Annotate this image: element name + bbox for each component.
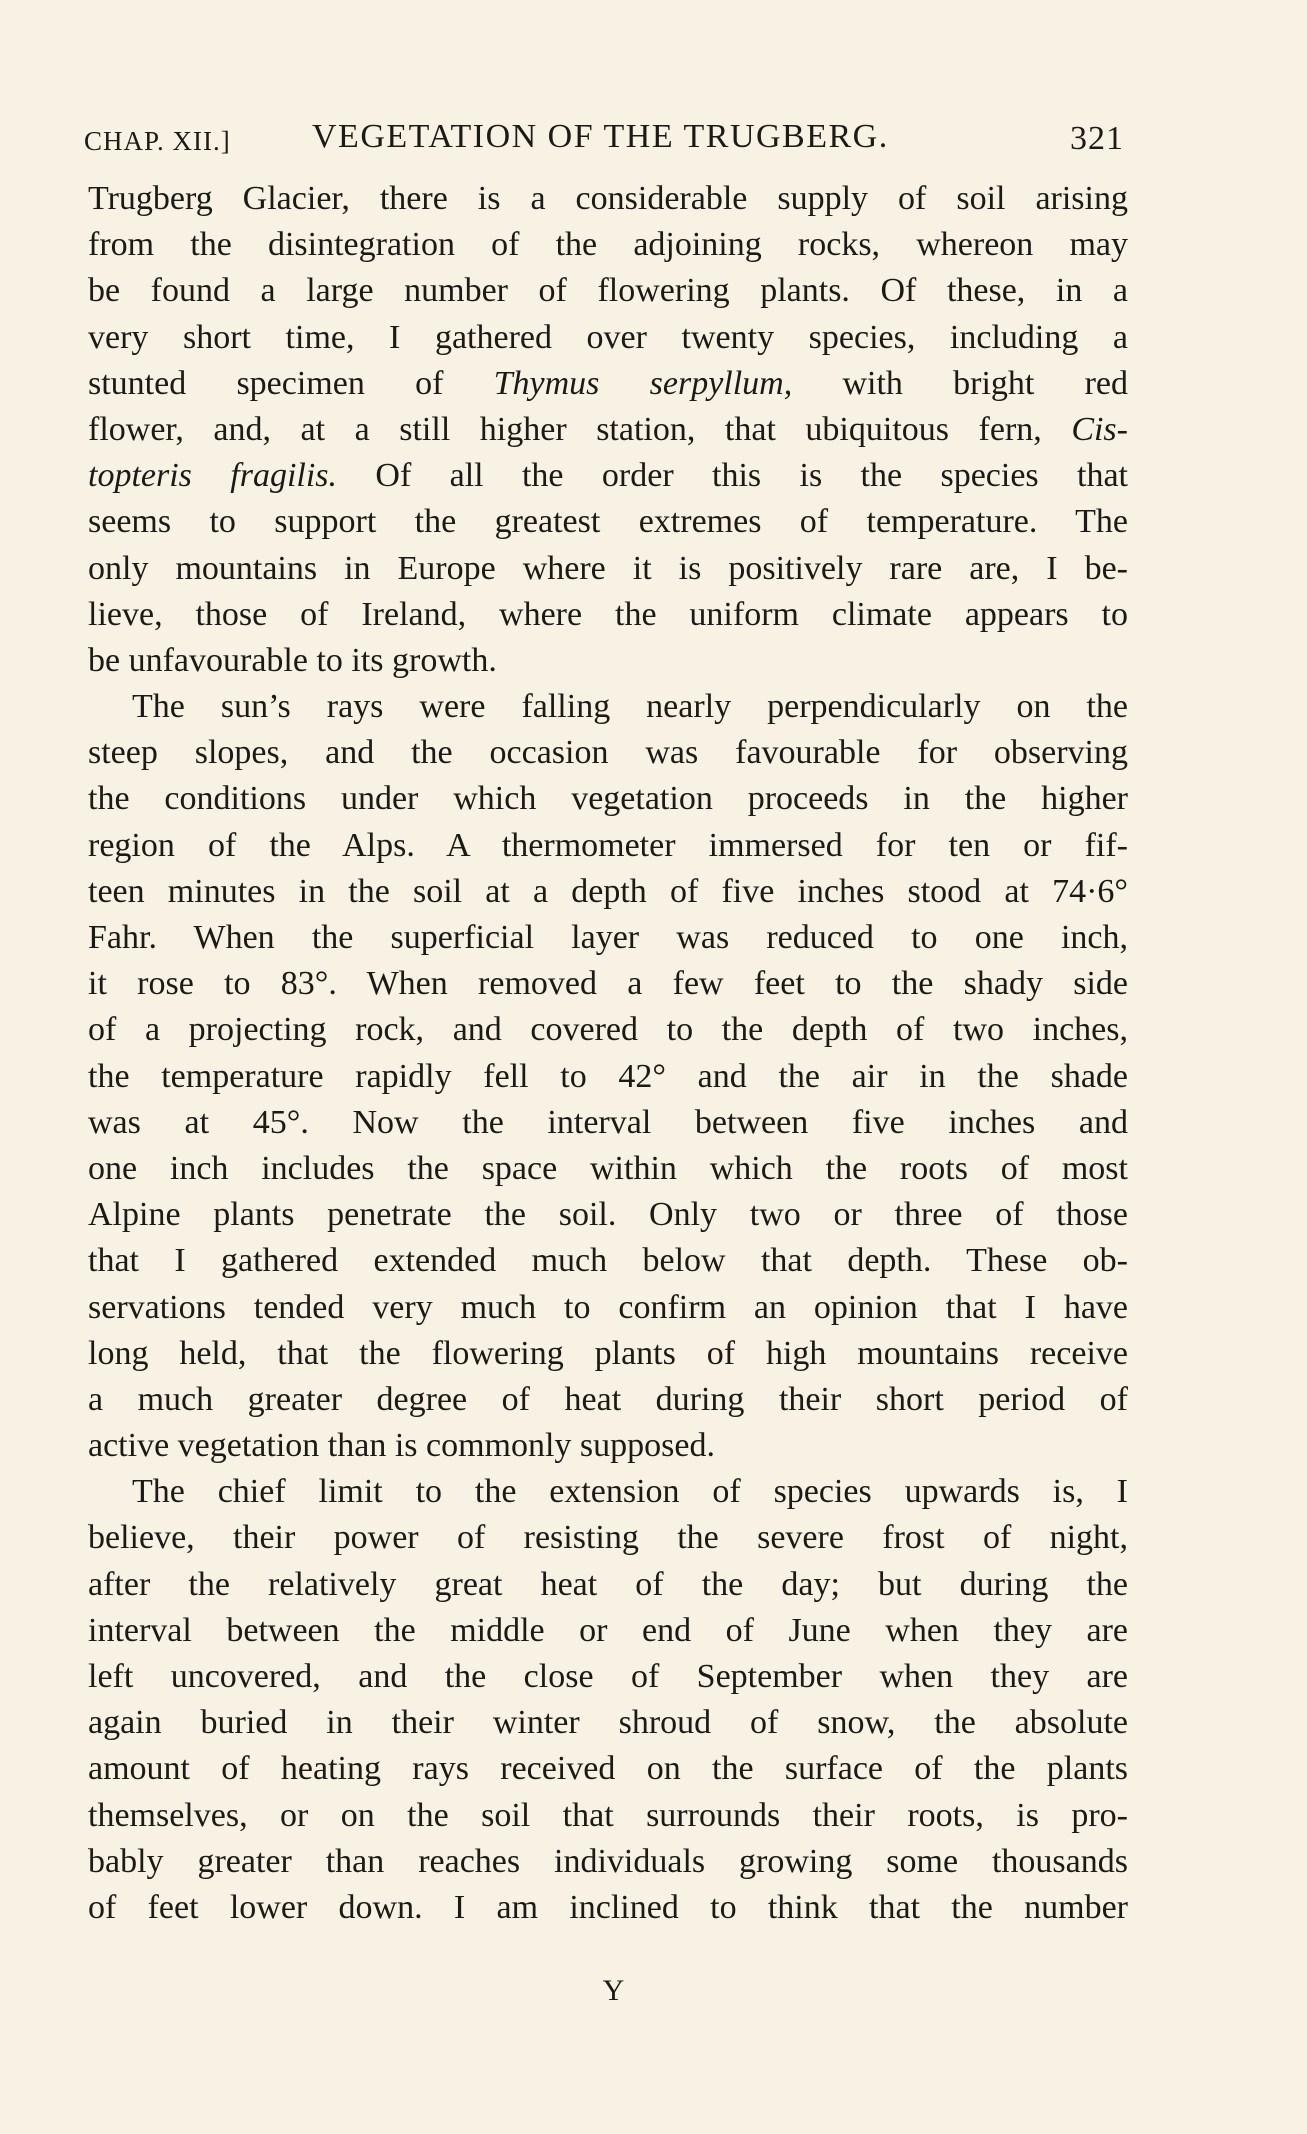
text-line: that I gathered extended much below that depth. These ob-	[88, 1242, 1128, 1280]
paragraph-start: The chief limit to the extension of species upwards is, I	[132, 1473, 1128, 1511]
text-line	[88, 407, 1128, 453]
text-line	[88, 361, 1128, 407]
text-line: interval between the middle or end of June when they are	[88, 1611, 1128, 1649]
text-line: bably greater than reaches individuals growing some thousands	[88, 1842, 1128, 1880]
text-line: servations tended very much to confirm an opinion that I have	[88, 1288, 1128, 1326]
text-line: the conditions under which vegetation proceeds in the higher	[88, 780, 1128, 818]
text-segment: stunted specimen of	[88, 364, 494, 402]
text-line: long held, that the flowering plants of high mountains receive	[88, 1334, 1128, 1372]
text-segment: with bright red	[792, 364, 1128, 402]
text-line: lieve, those of Ireland, where the uniform climate appears to	[88, 595, 1128, 633]
text-line: of feet lower down. I am inclined to think that the number	[88, 1888, 1128, 1926]
text-line: very short time, I gathered over twenty species, including a	[88, 318, 1128, 356]
body-text	[88, 176, 1128, 1931]
species-name-cistopteris: topteris fragilis.	[88, 457, 338, 495]
text-line: it rose to 83°. When removed a few feet to the shady side	[88, 965, 1128, 1003]
text-line: from the disintegration of the adjoining rocks, whereon may	[88, 226, 1128, 264]
text-line: one inch includes the space within which the roots of most	[88, 1149, 1128, 1187]
text-line: the temperature rapidly fell to 42° and the air in the shade	[88, 1057, 1128, 1095]
text-line: a much greater degree of heat during their short period of	[88, 1380, 1128, 1418]
page-number: 321	[1070, 120, 1124, 157]
text-line: Alpine plants penetrate the soil. Only two or three of those	[88, 1196, 1128, 1234]
chapter-label: CHAP. XII.]	[84, 126, 231, 156]
text-line: believe, their power of resisting the severe frost of night,	[88, 1519, 1128, 1557]
text-line: left uncovered, and the close of September when they are	[88, 1658, 1128, 1695]
text-line: amount of heating rays received on the surface of the plants	[88, 1750, 1128, 1788]
text-line: was at 45°. Now the interval between five inches and	[88, 1103, 1128, 1141]
text-line: Fahr. When the superficial layer was reduced to one inch,	[88, 919, 1128, 956]
text-line: Trugberg Glacier, there is a considerable supply of soil arising	[88, 180, 1128, 217]
text-segment: flower, and, at a still higher station, that ubiquitous fern,	[88, 410, 1072, 448]
text-line: themselves, or on the soil that surrounds their roots, is pro-	[88, 1796, 1128, 1834]
paragraph-start: The sun’s rays were falling nearly perpendicularly on the	[132, 688, 1128, 726]
signature-letter: Y	[602, 1974, 625, 2007]
signature-mark	[0, 1974, 1307, 2008]
text-line: teen minutes in the soil at a depth of five inches stood at 74·6°	[88, 872, 1128, 910]
text-line: only mountains in Europe where it is positively rare are, I be-	[88, 549, 1128, 587]
text-line: be unfavourable to its growth.	[88, 641, 497, 679]
running-head	[84, 118, 1124, 162]
text-line: again buried in their winter shroud of snow, the absolute	[88, 1704, 1128, 1742]
text-line: region of the Alps. A thermometer immersed for ten or fif-	[88, 826, 1128, 864]
page-title: VEGETATION OF THE TRUGBERG.	[312, 118, 889, 155]
species-name-thymus: Thymus serpyllum,	[493, 364, 793, 402]
text-line: be found a large number of flowering plants. Of these, in a	[88, 272, 1128, 310]
text-line: of a projecting rock, and covered to the depth of two inches,	[88, 1011, 1128, 1049]
text-segment: Of all the order this is the species that	[337, 457, 1128, 495]
species-name-cistopteris-part: Cis-	[1071, 410, 1128, 448]
text-line: seems to support the greatest extremes of temperature. The	[88, 503, 1128, 541]
text-line	[88, 453, 1128, 499]
text-line: after the relatively great heat of the day; but during the	[88, 1565, 1128, 1603]
text-line: active vegetation than is commonly supposed.	[88, 1427, 715, 1465]
text-line: steep slopes, and the occasion was favourable for observing	[88, 734, 1128, 772]
